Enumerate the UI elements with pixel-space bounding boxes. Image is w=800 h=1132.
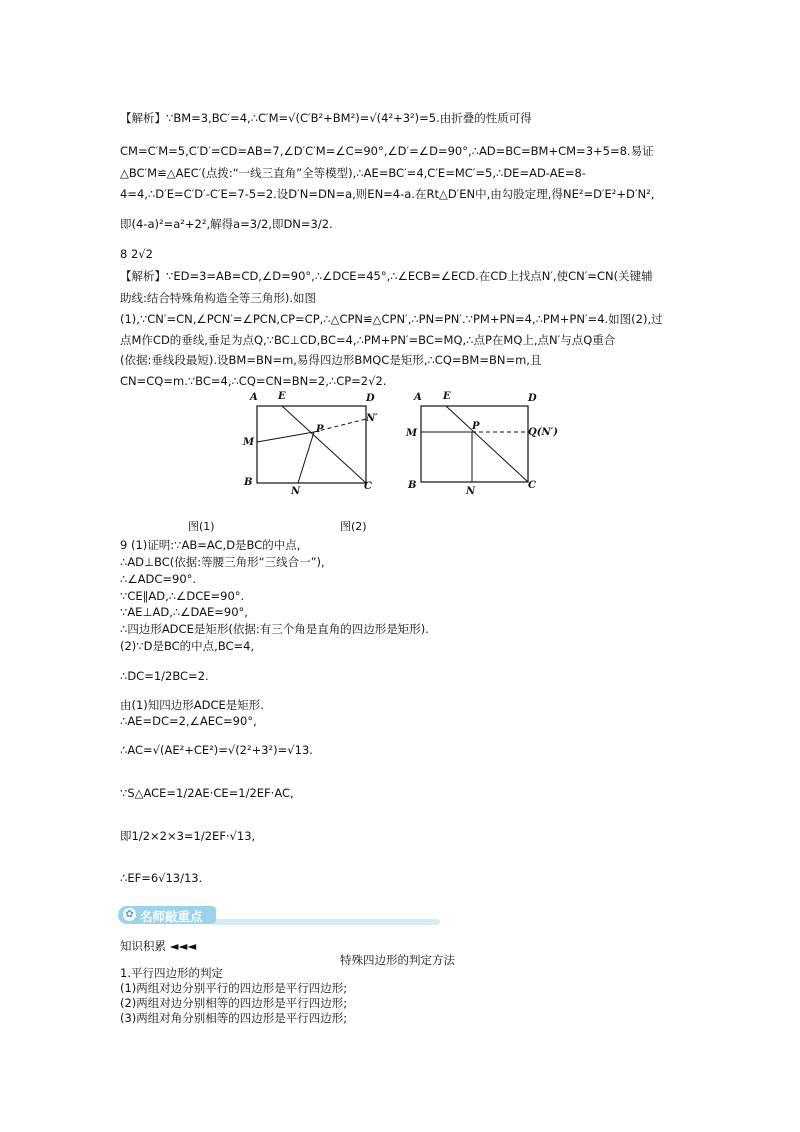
line-23: ∴AC=√(AE²+CE²)=√(2²+3²)=√13. — [120, 743, 313, 757]
line-13: 9 (1)证明:∵AB=AC,D是BC的中点, — [120, 538, 301, 552]
line-18: ∴四边形ADCE是矩形(依据:有三个角是直角的四边形是矩形). — [120, 622, 429, 636]
fig2-label-n: N — [466, 486, 476, 497]
line-01: 【解析】∵BM=3,BC′=4,∴C′M=√(C′B²+BM²)=√(4²+3²)=5.由折叠的性质可得 — [120, 111, 532, 125]
teacher-icon: ✿ — [123, 908, 136, 921]
section-title: 特殊四边形的判定方法 — [340, 953, 455, 967]
line-09: (1),∵CN′=CN,∠PCN′=∠PCN,CP=CP,∴△CPN≌△CPN′,∴PN=PN′.∵PM+PN=4,∴PM+PN′=4.如图(2),过 — [120, 312, 663, 326]
line-22: ∴AE=DC=2,∠AEC=90°, — [120, 714, 257, 728]
line-30: (2)两组对边分别相等的四边形是平行四边形; — [120, 996, 348, 1010]
line-07: 【解析】∵ED=3=AB=CD,∠D=90°,∴∠DCE=45°,∴∠ECB=∠ECD.在CD上找点N′,使CN′=CN(关键辅 — [120, 269, 653, 283]
line-03: △BC′M≌△AEC′(点拨:“一线三直角”全等模型),∴AE=BC′=4,C′E=MC′=5,∴DE=AD-AE=8- — [120, 166, 586, 180]
line-21: 由(1)知四边形ADCE是矩形. — [120, 698, 264, 712]
fig1-label-c: C — [364, 481, 372, 492]
fig2-caption: 图(2) — [340, 520, 367, 533]
knowledge-heading: 知识积累 ◄◄◄ — [120, 939, 197, 953]
line-12: CN=CQ=m.∵BC=4,∴CQ=CN=BN=2,∴CP=2√2. — [120, 374, 387, 388]
fig2-label-e: E — [443, 391, 451, 402]
banner-tail — [214, 919, 440, 925]
line-25: 即1/2×2×3=1/2EF·√13, — [120, 829, 256, 843]
fig1-label-e: E — [278, 391, 286, 402]
line-31: (3)两组对角分别相等的四边形是平行四边形; — [120, 1011, 348, 1025]
banner-title: 名师敲重点 — [140, 909, 203, 924]
figure-1 — [238, 388, 383, 501]
line-02: CM=C′M=5,C′D′=CD=AB=7,∠D′C′M=∠C=90°,∠D′=∠D=90°,∴AD=BC=BM+CM=3+5=8.易证 — [120, 144, 654, 158]
fig2-label-p: P — [472, 421, 480, 432]
line-04: 4=4,∴D′E=C′D′-C′E=7-5=2.设D′N=DN=a,则EN=4-a.在Rt△D′EN中,由勾股定理,得NE²=D′E²+D′N², — [120, 187, 655, 201]
line-17: ∵AE⊥AD,∴∠DAE=90°, — [120, 605, 248, 619]
fig1-label-d: D — [366, 393, 375, 404]
fig2-label-d: D — [528, 393, 537, 404]
fig1-label-a: A — [250, 392, 258, 403]
key-points-banner — [118, 902, 440, 928]
line-28: 1.平行四边形的判定 — [120, 966, 223, 980]
fig2-label-c: C — [528, 480, 536, 491]
figure-2 — [402, 388, 562, 501]
line-29: (1)两组对边分别平行的四边形是平行四边形; — [120, 981, 348, 995]
line-14: ∴AD⊥BC(依据:等腰三角形“三线合一”), — [120, 555, 325, 569]
line-15: ∴∠ADC=90°. — [120, 572, 197, 586]
fig2-label-m: M — [406, 428, 418, 439]
fig2-label-b: B — [408, 480, 417, 491]
line-20: ∴DC=1/2BC=2. — [120, 669, 209, 683]
fig1-label-n-prime: N′ — [366, 413, 378, 424]
line-16: ∵CE∥AD,∴∠DCE=90°. — [120, 589, 245, 603]
line-11: (依据:垂线段最短).设BM=BN=m,易得四边形BMQC是矩形,∴CQ=BM=BN=m,且 — [120, 353, 542, 367]
line-26: ∴EF=6√13/13. — [120, 871, 203, 885]
fig1-label-b: B — [244, 477, 253, 488]
fig1-label-p: P — [316, 424, 324, 435]
fig2-label-q: Q(N′) — [528, 427, 558, 438]
fig2-label-a: A — [414, 392, 422, 403]
line-05: 即(4-a)²=a²+2²,解得a=3/2,即DN=3/2. — [120, 217, 333, 231]
fig1-label-n: N — [291, 486, 301, 497]
line-24: ∵S△ACE=1/2AE·CE=1/2EF·AC, — [120, 786, 294, 800]
line-06: 8 2√2 — [120, 247, 153, 261]
fig1-caption: 图(1) — [188, 520, 215, 533]
fig1-label-m: M — [243, 437, 255, 448]
line-10: 点M作CD的垂线,垂足为点Q,∵BC⊥CD,BC=4,∴PM+PN′=BC=MQ,∴点P在MQ上,点N′与点Q重合 — [120, 333, 616, 347]
line-08: 助线:结合特殊角构造全等三角形).如图 — [120, 291, 317, 305]
line-19: (2)∵D是BC的中点,BC=4, — [120, 639, 255, 653]
